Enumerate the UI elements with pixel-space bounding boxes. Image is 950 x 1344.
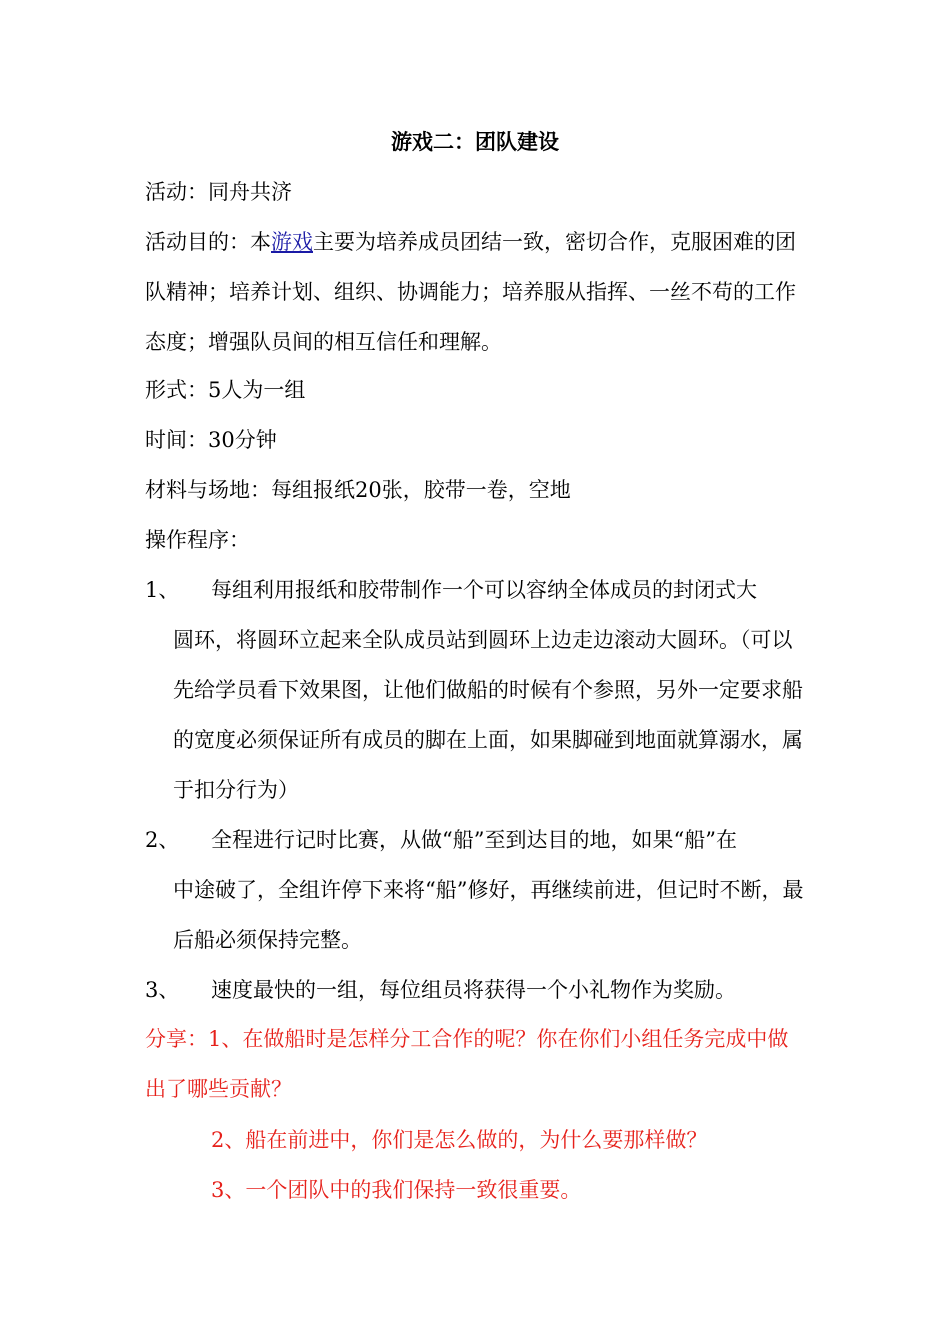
- time-line: 时间：30分钟: [145, 428, 277, 452]
- page-title: 游戏二：团队建设: [391, 129, 559, 154]
- procedure-step-2: [145, 815, 807, 965]
- step-text-first-line: 速度最快的一组，每位组员将获得一个小礼物作为奖励。: [211, 978, 736, 1002]
- step-text-first-line: 全程进行记时比赛，从做“船”至到达目的地，如果“船”在: [211, 828, 737, 852]
- step-number: 2、: [145, 828, 180, 852]
- purpose-prefix: 活动目的：本: [145, 230, 271, 254]
- activity-line: 活动：同舟共济: [145, 180, 292, 204]
- step-number: 3、: [145, 978, 180, 1002]
- purpose-text: 主要为培养成员团结一致，密切合作，克服困难的团队精神；培养计划、组织、协调能力；培养服从指挥、一丝不苟的工作态度；增强队员间的相互信任和理解。: [145, 230, 796, 354]
- procedure-step-3: [145, 965, 807, 1015]
- share-question-3: 3、一个团队中的我们保持一致很重要。: [211, 1178, 582, 1202]
- game-link[interactable]: 游戏: [271, 230, 313, 254]
- materials-line: 材料与场地：每组报纸20张，胶带一卷，空地: [145, 478, 571, 502]
- step-text-first-line: 每组利用报纸和胶带制作一个可以容纳全体成员的封闭式大: [211, 578, 757, 602]
- procedure-step-1: [145, 565, 807, 815]
- step-text-rest: 圆环，将圆环立起来全队成员站到圆环上边走边滚动大圆环。（可以先给学员看下效果图，让他们做船的时候有个参照，另外一定要求船的宽度必须保证所有成员的脚在上面，如果脚碰到地面就算溺水，属于扣分行为）: [173, 628, 803, 802]
- share-question-1: 分享：1、在做船时是怎样分工合作的呢？你在你们小组任务完成中做出了哪些贡献？: [145, 1027, 789, 1101]
- share-question-2: 2、船在前进中，你们是怎么做的，为什么要那样做？: [211, 1128, 708, 1152]
- step-number: 1、: [145, 578, 180, 602]
- step-text-rest: 中途破了，全组许停下来将“船”修好，再继续前进，但记时不断，最后船必须保持完整。: [173, 878, 804, 952]
- purpose-paragraph: [145, 217, 807, 367]
- procedure-label: 操作程序：: [145, 528, 250, 552]
- form-line: 形式：5人为一组: [145, 378, 306, 402]
